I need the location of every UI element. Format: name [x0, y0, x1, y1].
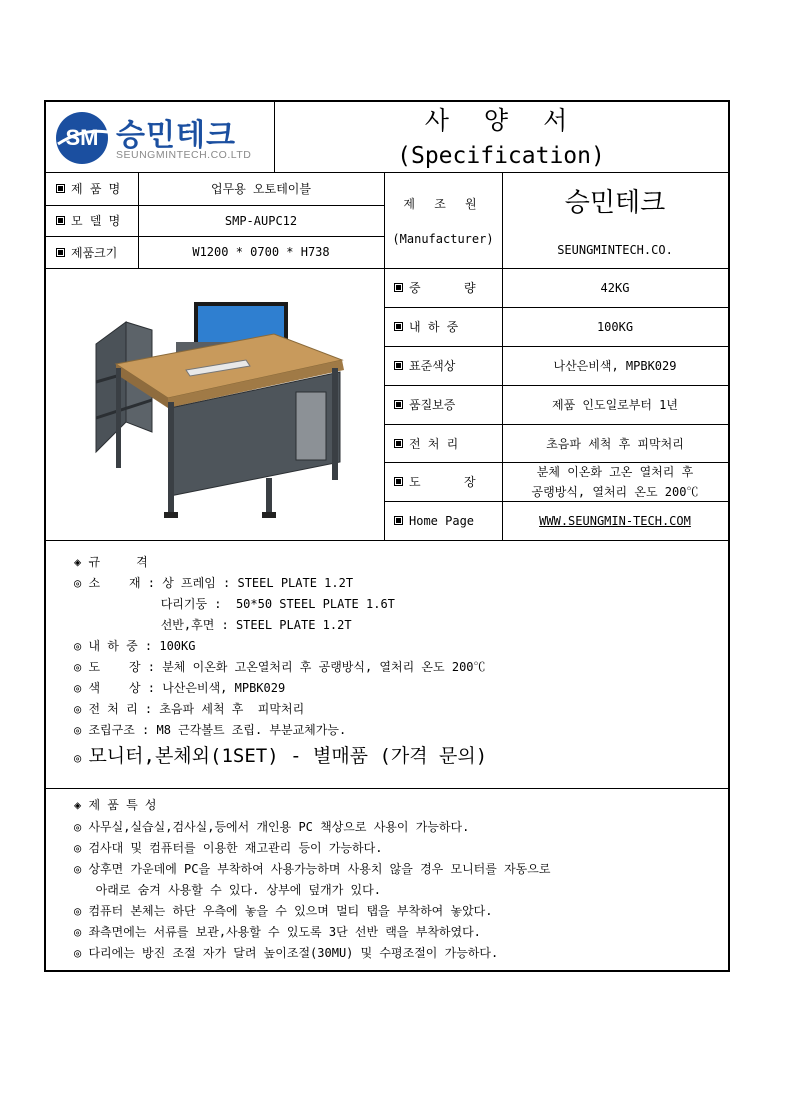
info-value: W1200 * 0700 * H738 — [192, 245, 330, 259]
standard-line: ◎ 색 상 : 나산은비색, MPBK029 — [74, 681, 286, 695]
standard-line: 다리기둥 : 50*50 STEEL PLATE 1.6T — [74, 597, 395, 611]
square-bullet-icon — [394, 516, 403, 525]
logo-name-ko: 승민테크 — [116, 118, 236, 153]
circle-bullet-icon: ◎ — [74, 751, 89, 765]
spec-label: Home Page — [384, 501, 502, 540]
spec-value: 제품 인도일로부터 1년 — [551, 398, 678, 412]
feature-line: 아래로 숨겨 사용할 수 있다. 상부에 덮개가 있다. — [74, 883, 381, 897]
spec-value: 100KG — [596, 319, 634, 334]
spec-label: 도 장 — [384, 462, 502, 501]
manufacturer-label: 제 조 원 — [403, 196, 483, 211]
standard-line: ◎ 조립구조 : M8 근각볼트 조립. 부분교체가능. — [74, 723, 347, 737]
standard-line: ◎ 전 처 리 : 초음파 세척 후 피막처리 — [74, 702, 305, 716]
square-bullet-icon — [394, 283, 403, 292]
spec-sheet — [44, 100, 730, 972]
feature-line: ◎ 검사대 및 컴퓨터를 이용한 재고관리 등이 가능하다. — [74, 841, 383, 855]
spec-value: 초음파 세척 후 피막처리 — [546, 436, 684, 451]
manufacturer-name: 승민테크 — [564, 187, 666, 218]
square-bullet-icon — [56, 184, 65, 193]
product-image — [86, 282, 356, 522]
spec-label: 내 하 중 — [384, 307, 502, 346]
info-value: SMP-AUPC12 — [224, 213, 298, 228]
manufacturer-name-en: SEUNGMINTECH.CO. — [557, 243, 673, 257]
rule — [46, 788, 728, 789]
square-bullet-icon — [56, 216, 65, 225]
standard-line: ◎ 도 장 : 분체 이온화 고온열처리 후 공랭방식, 열처리 온도 200℃ — [74, 660, 486, 674]
square-bullet-icon — [394, 439, 403, 448]
info-label: 제품크기 — [46, 236, 138, 268]
manufacturer-label-en: (Manufacturer) — [392, 232, 494, 246]
title-ko: 사 양 서 — [424, 106, 578, 135]
square-bullet-icon — [394, 477, 403, 486]
spec-label: 중 량 — [384, 268, 502, 307]
standard-line: 선반,후면 : STEEL PLATE 1.2T — [74, 618, 352, 632]
feature-line: ◎ 컴퓨터 본체는 하단 우측에 놓을 수 있으며 멀티 탭을 부착하여 놓았다. — [74, 904, 493, 918]
standard-note: ◎ 모니터,본체외(1SET) - 별매품 (가격 문의) — [74, 745, 488, 767]
spec-value: 분체 이온화 고온 열처리 후 공랭방식, 열처리 온도 200℃ — [531, 464, 699, 499]
square-bullet-icon — [394, 400, 403, 409]
info-label: 모 델 명 — [46, 205, 138, 236]
spec-label: 품질보증 — [384, 385, 502, 424]
spec-value: 42KG — [600, 280, 630, 295]
homepage-link[interactable]: WWW.SEUNGMIN-TECH.COM — [539, 513, 691, 528]
spec-label: 표준색상 — [384, 346, 502, 385]
standard-line: ◎ 소 재 : 상 프레임 : STEEL PLATE 1.2T — [74, 576, 354, 590]
title-en: (Specification) — [397, 143, 605, 169]
feature-line: ◎ 좌측면에는 서류를 보관,사용할 수 있도록 3단 선반 랙을 부착하였다. — [74, 925, 481, 939]
square-bullet-icon — [394, 361, 403, 370]
sm-logo-icon — [52, 110, 114, 166]
logo-name-en: SEUNGMINTECH.CO.LTD — [116, 149, 252, 161]
standard-line: ◎ 내 하 중 : 100KG — [74, 639, 196, 653]
square-bullet-icon — [56, 248, 65, 257]
spec-value — [502, 501, 728, 540]
info-label: 제 품 명 — [46, 172, 138, 205]
rule — [46, 540, 728, 541]
logo-mark: SM — [65, 125, 99, 150]
spec-label: 전 처 리 — [384, 424, 502, 462]
feature-line: ◎ 상후면 가운데에 PC을 부착하여 사용가능하며 사용치 않을 경우 모니터를 자동으로 — [74, 862, 551, 876]
info-value: 업무용 오토테이블 — [211, 182, 311, 196]
spec-value: 나산은비색, MPBK029 — [553, 359, 677, 373]
features-heading: ◈ 제 품 특 성 — [74, 798, 157, 812]
standard-heading: ◈ 규 격 — [74, 555, 148, 569]
diamond-bullet-icon: ◈ — [74, 555, 89, 569]
feature-line: ◎ 사무실,실습실,검사실,등에서 개인용 PC 책상으로 사용이 가능하다. — [74, 820, 470, 834]
company-logo — [52, 110, 270, 166]
feature-line: ◎ 다리에는 방진 조절 자가 달려 높이조절(30MU) 및 수평조절이 가능하다. — [74, 946, 499, 960]
diamond-bullet-icon: ◈ — [74, 798, 89, 812]
square-bullet-icon — [394, 322, 403, 331]
